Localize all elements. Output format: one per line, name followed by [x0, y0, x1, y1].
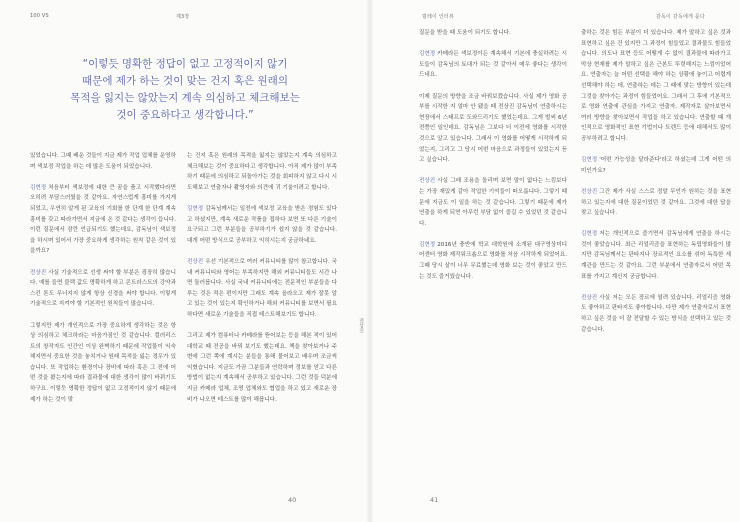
paragraph [419, 92, 567, 166]
speaker-name: 김현정 [419, 241, 436, 248]
paragraph-text: 처음부터 색보정에 대한 큰 꿈을 품고 시작했다라면 오히려 부담스러웠을 것 같아요. 자연스럽게 흥미를 가지게 되었고, 우연히 알게 된 교육의 기회를 한 단계 한 단계 계속 흥미를 갖고 따라가면서 지금에 온 것 같다는 생각이 듭니다. 이런 질문에서 잠깐 언급되기도 했는데요, 감독님이 색보정을 하시며 있어서 가장 중요하게 생각하는 원칙 같은 것이 있을까요? [30, 184, 176, 255]
paragraph-text: 우선 기본적으로 여러 커뮤니티를 많이 참고합니다. 국내 커뮤니티와 영어는 부족하지만 해외 커뮤니티들도 시간 나면 둘러봅니다. 사실 국내 커뮤니티에는 전문적인 부분들을 다루는 것은 적은 편이지만 그래도 계속 올라오고 제가 잘못 알고 있는 것이 있는지 확인하거나 해외 커뮤니티를 보면서 필요하다면 새로운 기술들을 직접 테스트해보기도 합니다. [187, 258, 337, 318]
page-number-left: 40 [288, 496, 297, 504]
paragraph-text: 사실 저는 모든 장르에 열려 있습니다. 리얼리즘 영화도 좋아하고 판타지도 좋아합니다. 다만 제가 연출자로서 표현하고 싶은 것을 더 잘 전달할 수 있는 방식을 선택하고 있는 것 같습니다. [581, 294, 731, 333]
vertical-interviewee-name: 전상진 [358, 318, 364, 333]
paragraph-text: 그렇지만 제가 개인적으로 가장 중요하게 생각하는 것은 항상 의심하고 체크하라는 마음가짐인 것 같습니다. 컬러리스트의 창작자도 인간인 이상 완벽하기 때문에 작업물이 익숙해지면서 중요한 것을 놓치거나 원래 목적을 잃는 경우가 있습니다. 또 작업하는 환경이나 장비에 따라 혹은 그 전에 어떤 것을 봤는지에 따라 결과물에 대한 생각이 많이 바뀌기도 하구요. 이렇듯 명확한 정답이 없고 고정적이지 않기 때문에 제가 하는 것이 맞 [30, 322, 176, 403]
paragraph-text: 사실 기술적으로 선생 써야 할 부분은 굉장히 많습니다. 예를 들면 블랙 값도 명확하게 하고 콘트라스트의 강약과 스킨 톤도 무너지지 않게 항상 신경을 써야 합니다. 이렇게 기술적으로 지켜야 할 기본적인 원칙들이 많습니다. [30, 269, 176, 308]
speaker-name: 전상진 [581, 188, 598, 195]
paragraph-text: 는 건지 혹은 원래의 목적을 잃지는 않았는지 계속 의심하고 체크해보는 것이 중요하다고 생각합니다. 아직 제가 많이 부족하기 때문에 의심하고 되돌아가는 것을 회피하지 않고 다시 시도해보고 연출자나 촬영자와 의견에 귀 기울이려고 합니다. [187, 153, 337, 191]
speaker-name: 김현정 [581, 157, 598, 164]
paragraph-text: 질문을 받을 때 도움이 되기도 합니다. [419, 30, 511, 36]
body-column-3 [419, 28, 567, 484]
paragraph [581, 155, 731, 176]
paragraph-text: 이제 질문의 방향을 조금 바꿔보겠습니다. 사실 제가 영화 공부를 시작한 지 얼마 안 됐을 때 전상진 감독님이 연출하시는 현장에서 스태프로 도와드리기도 했었는데요. 그게 벌써 6년 전쯤인 일인데요. 감독님은 그보다 더 이전에 영화를 시작한 것으로 알고 있습니다. 그래서 이 영화를 어떻게 시작하게 되었는지, 그리고 그 당시 어떤 마음으로 과정들이 있었는지 듣고 싶습니다. [419, 93, 567, 164]
pull-quote [66, 56, 304, 124]
running-header-section: 릴레이 인터뷰 [422, 14, 454, 20]
paragraph-text: 감독님께서는 일전에 색보정 교육을 받은 경험도 있다고 하셨지만, 계속 새로운 작품을 접하다 보면 또 다른 기술이 요구되고 그런 부분들을 공부하기가 쉽지 않을 것 같습니다. 대개 어떤 방식으로 공부하고 익히시는지 궁금하네요. [187, 205, 337, 244]
pull-quote-line: 때문에 제가 하는 것이 맞는 건지 혹은 원래의 [82, 75, 288, 87]
paragraph-text: 그리고 제가 컴퓨터나 카메라를 뜯어보는 등을 해본 적이 있어 대학교 때 전공을 바꿔 보기도 했는데요. 책을 찾아보거나 주변에 그런 쪽에 계시는 분들을 통해 물어보고 배우며 조금씩 익혔습니다. 지금도 가끔 그분들과 연락하며 정보를 얻고 다른 방법이 없는지 계속해서 공부하고 있습니다. 그런 것들 덕분에 지금 카메라 업체, 조명 업체와도 협업을 하고 있고 새로운 장비가 나오면 테스트를 많이 해봅니다. [187, 333, 337, 403]
paragraph [419, 28, 567, 39]
paragraph [30, 321, 176, 406]
paragraph-text: 사실 그래 조용을 돌리며 보면 말이 없다는 느낌보다는 가장 재밌게 같아 작업한 기억들이 떠오릅니다. 그렇기 때문에 지금도 이 일을 하는 것 같습니다. 그렇기 때문에 제가 연출을 하게 되면 아무런 부담 없이 즐길 수 있었던 것 같습니다. [419, 178, 567, 227]
pull-quote-line: 것이 중요하다고 생각합니다.” [116, 109, 254, 121]
paragraph [187, 331, 337, 405]
running-header-chapter: 제3장 [176, 14, 190, 20]
paragraph-text: 출하는 것은 힘든 부분이 더 있습니다. 제가 말하고 싶은 것과 표현하고 싶은 건 있지만 그 과정이 힘들었고 결과물도 힘들었습니다. 의도나 표현 등도 어떻게 수 없이 결과물에 따라가고 막상 현재를 제가 말하고 싶은 근본도 뚜렷해지는 느낌이었어요. 연출자는 늘 어떤 선택을 해야 하는 상황에 놓이고 어렵게 선택해야 하는 데, 연출하는 데는 그 때에 맞는 방향이 있는데 그것을 찾아가는 과정이 힘들었어요. 그래서 그 후에 기본적으로 영화 연출에 관심을 가지고 연출자, 제작자로 살아보면서 여러 방향을 찾아보면서 작업을 하고 있습니다. 연출할 때 개인적으로 영화적인 표현 기법이나 트렌드 등에 대해서도 많이 공부하려고 합니다. [581, 30, 731, 142]
running-header-title: 감독이 감독에게 묻다 [656, 14, 705, 20]
speaker-name: 김현정 [30, 184, 47, 191]
running-header-issue: 100 VS [30, 13, 49, 19]
paragraph [581, 28, 731, 145]
page-gutter [366, 0, 374, 522]
right-page [370, 0, 740, 522]
paragraph [419, 240, 567, 282]
paragraph-text: 카메라든 색보정이든 계속해서 기본에 충실하려는 시도들이 감독님의 토대가 되는 것 같아서 매우 좋다는 생각이 드네요. [419, 51, 567, 79]
paragraph-text: '어떤 가능성을 달라준다'라고 하셨는데 그게 어떤 의미인가요? [581, 157, 731, 174]
paragraph-text: 그건 제가 사실 스스로 정말 무언가 원하는 것을 표현하고 있는지에 대한 질문이었던 것 같아요. 그것에 대한 답을 찾고 싶습니다. [581, 188, 731, 217]
paragraph [581, 293, 731, 335]
paragraph [419, 176, 567, 229]
speaker-name: 전상진 [187, 258, 204, 265]
paragraph [581, 187, 731, 219]
paragraph-text: 저는 개인적으로 즐기면서 감독님에게 연출을 하시는 것이 좋았습니다. 최근 리얼리즘을 표현하는 독립영화들이 많지만 감독님께서는 판타지나 장르적인 요소를 섞어 독특한 세계관을 만드는 것 같아요. 그런 부분에서 연출자로서 어떤 목표를 가지고 계신지 궁금합니다. [581, 231, 731, 280]
paragraph-text: 있었습니다. 그때 배운 것들이 지금 제가 작업 업체를 운영하며 색보정 작업을 하는 데 많은 도움이 되었습니다. [30, 153, 176, 170]
speaker-name: 김현정 [187, 205, 204, 212]
paragraph [187, 257, 337, 321]
paragraph [581, 229, 731, 282]
paragraph [30, 183, 176, 257]
speaker-name: 김현정 [581, 231, 598, 238]
paragraph [187, 204, 337, 246]
paragraph [30, 268, 176, 310]
pull-quote-line: “이렇듯 명확한 정답이 없고 고정적이지 않기 [82, 58, 288, 70]
paragraph [30, 151, 176, 172]
speaker-name: 김현정 [419, 51, 436, 58]
paragraph [187, 151, 337, 193]
body-column-1 [30, 151, 176, 485]
page-number-right: 41 [430, 496, 439, 504]
speaker-name: 전상진 [30, 269, 47, 276]
body-column-2 [187, 151, 337, 485]
speaker-name: 전상진 [419, 178, 436, 185]
body-column-4 [581, 28, 731, 484]
paragraph-text: 2016년 충반에 학교 대학원에 소개된 대구영상미디어센터 영화 제작워크숍으로 영화를 처음 시작하게 되었어요. 그때 당시 살이 너무 무료했는데 영화 보는 것이 좋았고 만드는 것도 즐거웠습니다. [419, 241, 567, 280]
speaker-name: 전상진 [581, 294, 598, 301]
pull-quote-line: 목적을 잃지는 않았는지 계속 의심하고 체크해보는 [70, 92, 300, 104]
paragraph [419, 49, 567, 81]
